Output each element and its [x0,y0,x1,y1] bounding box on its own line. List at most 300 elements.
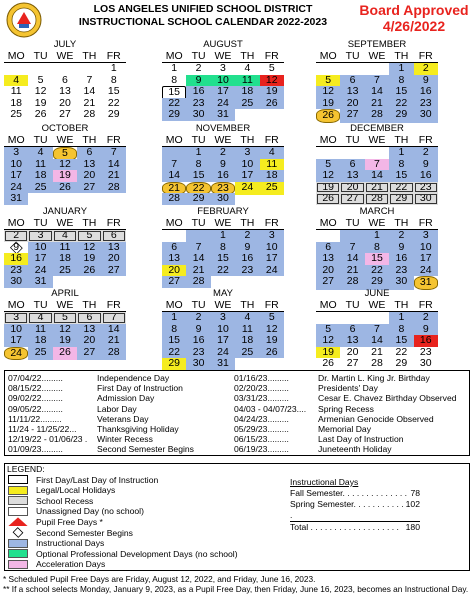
day-cell: 16 [414,170,438,182]
weekday-label: TU [191,134,206,146]
weekday-label: TH [394,50,409,62]
day-cell: 25 [260,182,284,196]
day-cell: 14 [365,86,389,98]
day-cell: 6 [340,159,364,171]
day-cell: 23 [4,265,28,277]
day-cell: 10 [28,242,52,254]
weekday-label: TH [240,217,255,229]
day-cell: 27 [77,182,101,194]
weekday-label: TU [33,217,48,229]
instructional-days-title: Instructional Days [290,477,359,487]
legend-label: Optional Professional Development Days (no school) [36,548,238,559]
day-cell: 15 [162,86,186,100]
day-cell: 22 [365,265,389,277]
district-seal-icon [6,2,42,38]
day-cell: 22 [389,182,413,194]
day-cell: 31 [211,358,235,370]
day-cell: 17 [4,170,28,182]
weekday-label: TH [240,299,255,311]
day-cell: 7 [365,75,389,87]
day-cell: 13 [77,324,101,336]
day-cell: 8 [211,242,235,254]
weekday-label: WE [214,50,232,62]
day-cell: 28 [162,193,186,205]
day-cell [260,276,284,288]
day-cell: 25 [10,108,23,120]
legend-title: LEGEND: [7,464,45,474]
holiday-name: Admission Day [97,393,155,404]
holiday-name: Thanksgiving Holiday [97,424,179,434]
day-cell [260,193,284,205]
day-cell: 15 [389,170,413,182]
day-cell: 19 [34,96,47,109]
day-cell [102,276,126,288]
day-cell: 6 [340,75,364,87]
holiday-date: 06/19/23......... [234,444,289,455]
day-cell [235,193,259,205]
day-cell: 16 [235,253,259,265]
weekday-label: WE [368,299,386,311]
holiday-row [234,414,434,424]
day-cell: 9 [414,159,438,171]
day-cell [28,63,52,75]
day-cell: 10 [235,159,259,171]
week-row [4,182,126,194]
weekday-header [316,299,438,312]
holiday-name: Veterans Day [97,413,149,424]
day-cell: 19 [316,182,340,194]
board-approved-banner [356,2,472,34]
day-cell: 23 [414,182,438,194]
day-cell: 8 [389,75,413,87]
day-cell: 24 [235,182,259,196]
weekday-label: TH [82,134,97,146]
day-cell: 18 [28,335,52,347]
week-row [316,230,438,242]
instructional-days-label: Fall Semester. . . . . . . . . . . . . . [290,488,408,498]
recess-swatch-icon [8,496,28,505]
week-row [316,276,438,288]
month-title: APRIL [51,288,79,299]
day-cell: 21 [186,265,210,277]
day-cell: 12 [53,324,77,336]
weekday-label: TH [240,50,255,62]
holiday-date: 09/05/22......... [8,403,63,414]
day-cell: 14 [102,324,126,336]
day-cell: 29 [389,193,413,205]
weekday-label: FR [106,50,121,62]
day-cell: 12 [260,324,284,336]
day-cell: 30 [414,109,438,123]
weekday-header [4,134,126,147]
holiday-name: Second Semester Begins [97,444,194,455]
week-row [162,193,284,205]
day-cell: 24 [4,182,28,194]
day-cell: 18 [260,170,284,182]
week-row [4,193,126,205]
day-cell: 25 [235,98,259,110]
holiday-row [8,424,179,434]
day-cell: 24 [28,265,52,277]
day-cell: 29 [395,357,408,369]
day-cell: 8 [365,242,389,254]
day-cell [53,358,77,370]
holiday-date: 11/24 - 11/25/22... [8,424,77,434]
day-cell: 12 [316,86,340,98]
day-cell: 17 [28,253,52,265]
day-cell: 17 [235,170,259,182]
day-cell: 16 [211,170,235,182]
day-cell: 3 [4,147,28,161]
day-cell: 23 [211,182,235,196]
day-cell: 13 [340,170,364,182]
day-cell: 1 [389,147,413,159]
week-row [162,276,284,288]
week-row [4,109,126,121]
weekday-label: FR [106,217,121,229]
month-title: OCTOBER [41,123,89,134]
day-cell: 1 [110,62,117,74]
day-cell: 10 [211,324,235,336]
day-cell: 5 [268,62,275,74]
day-cell [77,63,101,75]
day-cell: 7 [186,242,210,254]
week-row [4,253,126,265]
day-cell: 28 [186,276,210,288]
day-cell: 2 [414,312,438,324]
day-cell: 7 [86,73,93,86]
day-cell: 30 [186,109,210,121]
day-cell: 1 [211,230,235,242]
day-cell: 29 [186,193,210,205]
day-cell: 24 [211,347,235,359]
legend-label: Unassigned Day (no school) [36,506,144,517]
weekday-label: TH [394,299,409,311]
week-row [4,86,126,98]
day-cell: 10 [211,75,235,87]
week-row [4,276,126,288]
day-cell [340,312,364,324]
weekday-label: WE [56,217,74,229]
day-cell [4,63,28,75]
day-cell: 19 [316,347,340,359]
day-cell: 25 [53,265,77,277]
week-row [4,358,126,370]
board-approved-label: Board Approved [359,2,469,18]
holiday-date: 04/24/23......... [234,413,289,424]
day-cell: 25 [235,347,259,359]
day-cell: 17 [211,86,235,100]
day-cell: 26 [322,357,335,369]
week-row [316,147,438,159]
holiday-name: Labor Day [97,403,137,414]
day-cell: 15 [162,335,186,347]
day-cell: 2 [4,230,28,242]
holiday-name: Dr. Martin L. King Jr. Birthday [318,373,430,383]
month-april [4,289,126,370]
day-cell: 20 [340,98,364,110]
holiday-row [8,444,194,454]
day-cell [28,358,52,370]
day-cell: 5 [316,75,340,87]
holiday-date: 01/09/23......... [8,444,63,455]
weekday-label: TU [191,50,206,62]
weekday-label: TU [191,299,206,311]
day-cell: 26 [53,182,77,194]
week-row [4,230,126,242]
weekday-label: TH [82,217,97,229]
day-cell: 7 [365,159,389,171]
holiday-row [8,414,149,424]
day-cell [162,147,186,159]
day-cell: 11 [28,324,52,336]
day-cell: 20 [77,335,101,347]
weekday-label: FR [418,134,433,146]
weekday-label: MO [319,50,337,62]
day-cell: 3 [220,62,226,74]
day-cell: 10 [260,242,284,254]
holiday-date: 06/15/23......... [234,434,289,445]
weekday-label: TU [191,217,206,229]
day-cell: 31 [414,276,438,290]
day-cell [4,358,28,370]
day-cell: 12 [53,159,77,171]
day-cell: 26 [77,265,101,277]
weekday-label: WE [214,299,232,311]
day-cell: 18 [53,253,77,265]
legend-label: Second Semester Begins [36,527,133,538]
holiday-row [234,424,371,434]
day-cell: 2 [389,230,413,242]
weekday-label: FR [264,299,279,311]
week-row [4,335,126,347]
month-august [162,40,284,121]
weekday-label: FR [106,134,121,146]
month-title: AUGUST [203,39,243,50]
day-cell: 8 [186,159,210,171]
week-row [4,347,126,359]
day-cell: 8 [389,324,413,336]
day-cell: 28 [102,347,126,361]
day-cell: 9 [389,242,413,254]
calendar-name: INSTRUCTIONAL SCHOOL CALENDAR 2022-2023 [78,16,328,28]
day-cell [186,230,210,242]
day-cell: 18 [235,86,259,100]
weekday-label: TU [345,50,360,62]
instructional-days-row [290,499,420,522]
day-cell: 26 [316,193,340,205]
day-cell: 13 [77,159,101,171]
holiday-date: 03/31/23......... [234,393,289,404]
month-title: JANUARY [42,206,88,217]
weekday-label: WE [368,217,386,229]
day-cell: 12 [316,335,340,347]
day-cell: 6 [62,73,68,86]
holiday-row [8,434,153,444]
first-last-day-icon [8,475,28,484]
day-cell: 23 [389,265,413,277]
day-cell: 9 [186,75,210,87]
day-cell: 1 [162,312,186,324]
acceleration-swatch-icon [8,560,28,569]
day-cell: 17 [260,253,284,265]
day-cell: 20 [340,182,364,194]
day-cell [235,109,259,121]
week-row [316,312,438,324]
day-cell [365,147,389,159]
day-cell: 5 [37,73,44,86]
day-cell: 22 [395,345,408,358]
day-cell: 21 [340,265,364,277]
day-cell: 8 [162,324,186,336]
holiday-row [234,434,404,444]
day-cell: 30 [211,193,235,205]
day-cell: 14 [162,170,186,182]
day-cell: 15 [389,86,413,98]
day-cell: 6 [77,312,101,324]
day-cell: 4 [4,75,28,87]
day-cell: 20 [162,265,186,277]
day-cell: 29 [389,109,413,123]
day-cell: 26 [260,98,284,110]
day-cell: 13 [162,253,186,265]
day-cell [340,230,364,242]
day-cell: 16 [186,86,210,100]
day-cell: 29 [162,109,186,121]
day-cell: 5 [53,147,77,161]
legend-label: First Day/Last Day of Instruction [36,474,159,485]
day-cell: 28 [83,108,96,120]
week-row [316,86,438,98]
day-cell: 27 [77,347,101,361]
holiday-date: 09/02/22......... [8,393,63,404]
day-cell: 27 [162,276,186,288]
day-cell: 12 [34,85,47,97]
day-cell [77,276,101,288]
day-cell: 27 [340,109,364,123]
day-cell: 30 [186,358,210,370]
instructional-swatch-icon [8,539,28,548]
day-cell: 15 [186,170,210,182]
day-cell: 14 [186,253,210,265]
day-cell: 21 [365,98,389,110]
month-september [316,40,438,121]
weekday-header [316,50,438,63]
day-cell: 8 [171,73,178,86]
day-cell: 25 [28,347,52,361]
weekday-label: FR [264,50,279,62]
weekday-label: MO [165,50,183,62]
day-cell: 14 [365,170,389,182]
weekday-label: TU [345,217,360,229]
week-row [162,265,284,277]
weekday-label: FR [418,217,433,229]
month-july [4,40,126,121]
day-cell: 13 [340,86,364,98]
day-cell: 18 [28,170,52,182]
day-cell: 1 [186,147,210,159]
day-cell: 20 [102,253,126,265]
weekday-label: FR [418,299,433,311]
day-cell [235,276,259,288]
day-cell: 28 [365,109,389,123]
month-may [162,289,284,370]
month-title: MARCH [359,206,395,217]
day-cell: 14 [102,159,126,171]
week-row [162,109,284,121]
day-cell [316,63,340,75]
day-cell [28,193,52,205]
day-cell: 16 [4,253,28,265]
day-cell: 11 [53,242,77,254]
holiday-row [8,383,183,393]
holiday-date: 12/19/22 - 01/06/23 . [8,434,88,445]
day-cell: 21 [102,170,126,182]
day-cell: 9 [186,324,210,336]
day-cell: 2 [211,147,235,159]
weekday-label: MO [319,134,337,146]
day-cell: 2 [414,147,438,159]
weekday-label: TU [33,50,48,62]
footnote-2: ** If a school selects Monday, January 9, 2023, as a Pupil Free Day, then Friday, June 16, 2023, becomes an Instructional Day. [3,584,469,594]
day-cell: 27 [340,193,364,205]
day-cell: 7 [162,159,186,171]
holiday-date: 02/20/23......... [234,383,289,394]
day-cell [340,147,364,159]
day-cell: 2 [195,62,202,74]
month-january [4,207,126,288]
day-cell: 4 [28,147,52,161]
day-cell: 18 [235,335,259,347]
day-cell: 21 [162,182,186,196]
holiday-date: 05/29/23......... [234,424,289,434]
week-row [162,312,284,324]
day-cell [365,312,389,324]
calendar-title [48,3,358,29]
day-cell: 13 [102,242,126,254]
day-cell: 23 [186,98,210,110]
holiday-name: First Day of Instruction [97,383,183,394]
day-cell [77,358,101,370]
month-title: FEBRUARY [197,206,249,217]
day-cell: 14 [340,253,364,265]
day-cell [211,276,235,288]
weekday-label: TH [82,50,97,62]
day-cell [102,358,126,370]
holiday-row [234,373,430,383]
day-cell: 19 [316,98,340,110]
weekday-label: WE [368,134,386,146]
week-row [162,147,284,159]
day-cell: 24 [4,347,28,361]
day-cell: 30 [389,276,413,290]
day-cell [316,147,340,159]
day-cell: 24 [211,98,235,110]
holiday-name: Memorial Day [318,424,372,434]
month-february [162,207,284,288]
month-march [316,207,438,288]
instructional-days-summary [290,477,420,533]
day-cell: 27 [59,108,71,120]
day-cell: 22 [162,98,186,110]
day-cell [365,63,389,75]
day-cell: 15 [365,253,389,265]
day-cell: 21 [83,96,96,109]
day-cell: 10 [414,242,438,254]
holiday-row [8,404,137,414]
day-cell: 9 [414,324,438,336]
holiday-name: Presidents' Day [318,383,378,394]
